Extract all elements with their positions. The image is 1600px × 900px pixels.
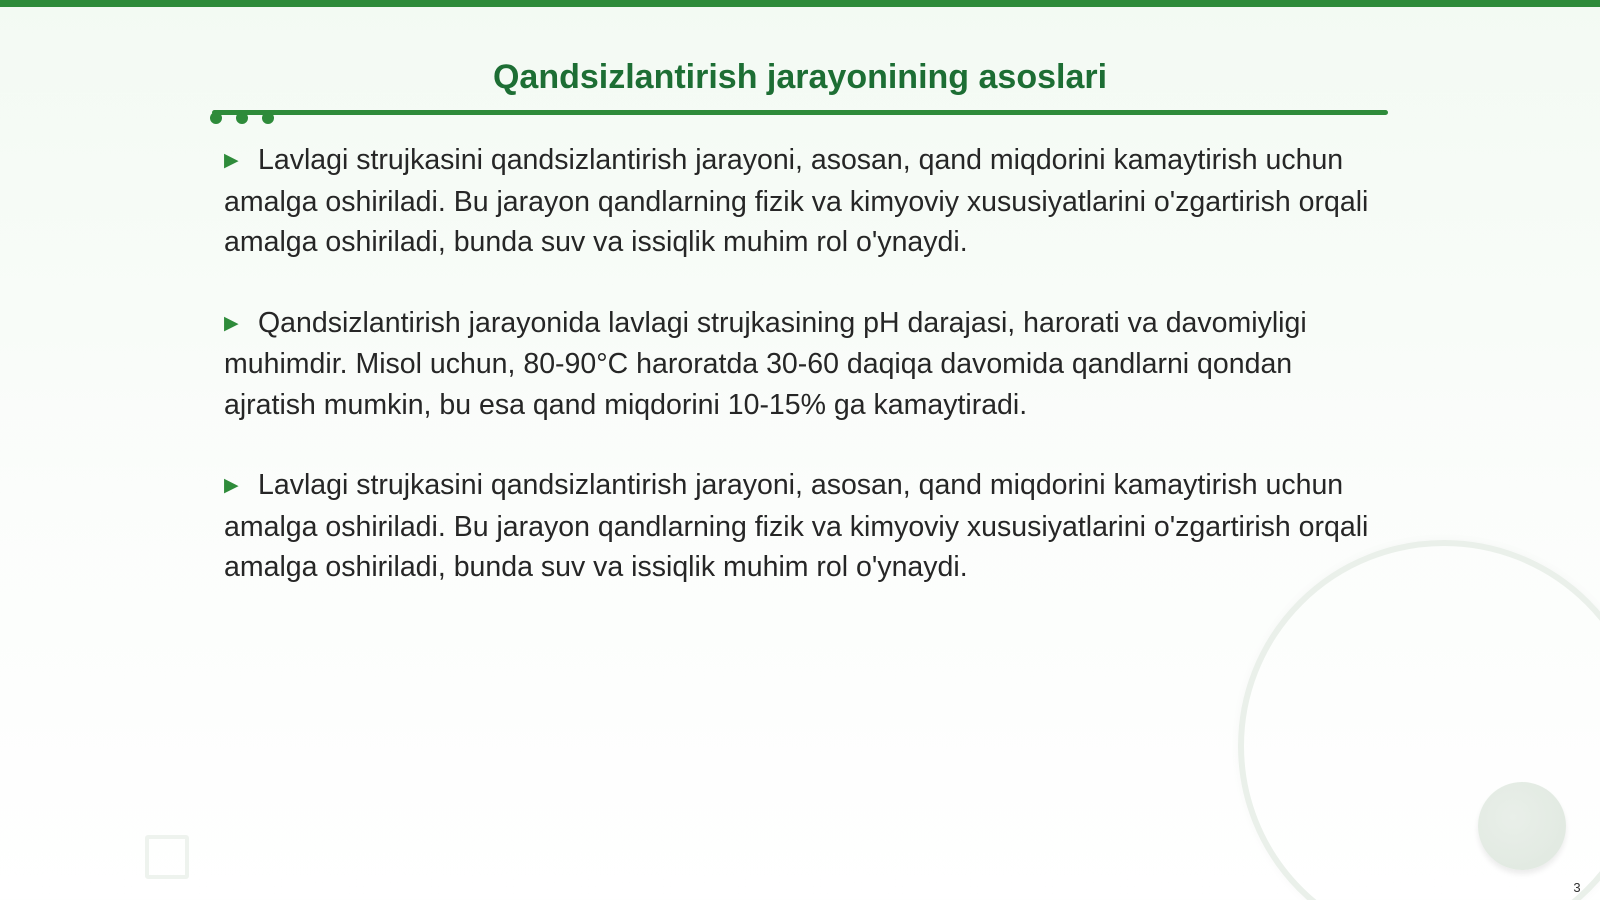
bullet-text-1: Lavlagi strujkasini qandsizlantirish jarayoni, asosan, qand miqdorini kamaytirish uchun amalga oshiriladi. Bu jarayon qandlarning fizik va kimyoviy xususiyatlarini o'zgartirish orqali amalga oshiriladi, bunda suv va issiqlik muhim rol o'ynaydi.	[224, 144, 1369, 258]
bullet-list	[224, 140, 1374, 628]
bullet-item-2	[224, 303, 1374, 426]
bullet-text-3: Lavlagi strujkasini qandsizlantirish jarayoni, asosan, qand miqdorini kamaytirish uchun amalga oshiriladi. Bu jarayon qandlarning fizik va kimyoviy xususiyatlarini o'zgartirish orqali amalga oshiriladi, bunda suv va issiqlik muhim rol o'ynaydi.	[224, 469, 1369, 583]
bullet-arrow-icon: ▶	[224, 312, 239, 334]
decor-dot-1	[210, 112, 222, 124]
page-number: 3	[1573, 880, 1581, 895]
slide-title: Qandsizlantirish jarayonining asoslari	[492, 58, 1108, 96]
decor-dot-2	[236, 112, 248, 124]
bullet-item-1	[224, 140, 1374, 263]
decorative-square	[145, 835, 189, 879]
bullet-arrow-icon: ▶	[224, 150, 239, 171]
decorative-circle	[1478, 782, 1566, 870]
decor-dot-3	[262, 112, 274, 124]
top-accent-bar	[0, 0, 1600, 7]
title-underline	[212, 110, 1388, 115]
bullet-arrow-icon: ▶	[224, 475, 239, 496]
bullet-text-2: Qandsizlantirish jarayonida lavlagi strujkasining pH darajasi, harorati va davomiyligi muhimdir. Misol uchun, 80-90°C haroratda 30-60 daqiqa davomida qandlarni qondan ajratish mumkin, bu esa qand miqdorini 10-15% ga kamaytiradi.	[224, 306, 1307, 421]
bullet-item-3	[224, 465, 1374, 588]
